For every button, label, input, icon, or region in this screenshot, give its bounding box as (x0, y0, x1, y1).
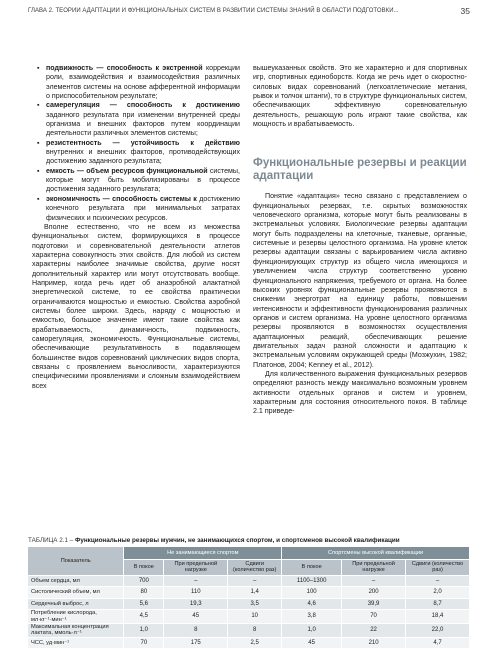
term: подвижность — способность к экстренной (46, 64, 203, 72)
table-cell: 110 (164, 587, 228, 599)
row-label: Потребление кислорода, мл·кг⁻¹·мин⁻¹ (28, 610, 124, 624)
page-number: 35 (460, 6, 470, 16)
left-column (32, 64, 240, 391)
table-cell: 4,5 (124, 610, 164, 624)
table-cell: 18,4 (406, 610, 470, 624)
table-cell: 5,6 (124, 598, 164, 610)
table-cell: – (342, 575, 406, 587)
table-cell: 3,5 (228, 598, 282, 610)
table-cell: 3,8 (282, 610, 342, 624)
table-cell: – (164, 575, 228, 587)
table-cell: 210 (342, 637, 406, 649)
table-cell: 70 (124, 637, 164, 649)
row-label: ЧСС, уд·мин⁻¹ (28, 637, 124, 649)
list-item (46, 139, 240, 167)
table-cell: 22 (342, 623, 406, 637)
table-cell: 4,7 (406, 637, 470, 649)
column-header: Сдвиги (количество раз) (228, 560, 282, 576)
right-column (253, 64, 467, 417)
column-header: При предельной нагрузке (342, 560, 406, 576)
list-item (46, 64, 240, 101)
table-row (28, 623, 470, 637)
table-cell: 200 (342, 587, 406, 599)
term-definition: заданного результата при изменении внутренней среды организма и внешних факторов путем координации деятельности различных элементов системы; (46, 110, 240, 138)
row-label: Систолический объем, мл (28, 587, 124, 599)
row-header: Показатель (28, 547, 124, 575)
table-cell: 4,6 (282, 598, 342, 610)
table-caption (28, 537, 470, 544)
column-header: При предельной нагрузке (164, 560, 228, 576)
table-cell: 1,0 (124, 623, 164, 637)
table-cell: 175 (164, 637, 228, 649)
row-label: Максимальная концентрация лактата, ммоль·л⁻¹ (28, 623, 124, 637)
table-cell: 8 (228, 623, 282, 637)
table-cell: 2,5 (228, 637, 282, 649)
list-item (46, 101, 240, 138)
list-item (46, 167, 240, 195)
data-table (28, 547, 470, 649)
table-row (28, 587, 470, 599)
table-cell: 45 (164, 610, 228, 624)
term: емкость — объем ресурсов функциональной (46, 166, 208, 175)
table-cell: 1,4 (228, 587, 282, 599)
term-definition: системы, которые могут быть мобилизированы в процессе достижения заданного результата; (46, 166, 240, 194)
table-cell: 1100–1300 (282, 575, 342, 587)
table-cell: – (228, 575, 282, 587)
row-label: Сердечный выброс, л (28, 598, 124, 610)
term: самерегуляция — способность к достижению (46, 101, 240, 110)
group-header: Спортсмены высокой квалификации (282, 547, 470, 560)
body-paragraph: вышеуказанных свойств. Это же характерно и для спортивных игр, спортивных единоборств. Когда же речь идет о скоростно-силовых видах соревнований (легкоатлетические метания, рывок и толчок штанги), то в структуре функциональных систем, обеспечивающих эффективную соревновательную деятельность, решающую роль играют такие свойства, как мощность и врабатываемость. (253, 64, 467, 129)
table-cell: 70 (342, 610, 406, 624)
column-header: В покое (282, 560, 342, 576)
table-row (28, 598, 470, 610)
table-cell: – (406, 575, 470, 587)
table-cell: 8,7 (406, 598, 470, 610)
table-number: ТАБЛИЦА 2.1 – (28, 537, 74, 544)
table-cell: 1,0 (282, 623, 342, 637)
body-paragraph: Для количественного выражения функциональных резервов определяют разность между максимально возможным уровнем активности отдельных органов и систем и уровнем, характерным для состояния относительного покоя. В таблице 2.1 приведе- (253, 369, 467, 416)
term: резистентность — устойчивость к действию (46, 138, 240, 147)
table-title: Функциональные резервы мужчин, не занимающихся спортом, и спортсменов высокой квалификации (75, 537, 400, 544)
table-cell: 700 (124, 575, 164, 587)
table-cell: 22,0 (406, 623, 470, 637)
table-cell: 80 (124, 587, 164, 599)
column-header: Сдвиги (количество раз) (406, 560, 470, 576)
group-header: Не занимающиеся спортом (124, 547, 282, 560)
table-cell: 45 (282, 637, 342, 649)
table-cell: 2,0 (406, 587, 470, 599)
term: экономичность — способность системы к (46, 194, 197, 203)
body-paragraph: Понятие «адаптация» тесно связано с представлением о функциональных резервах, т.е. скрытых возможностях человеческого организма, которые могут быть реализованы в экстремальных условиях. Биологические резервы адаптации могут быть подразделены на клеточные, тканевые, органные, системные и резервы целостного организма. На уровне клеток резервы адаптации связаны с варьированием числа активно функционирующих структур из общего числа имеющихся и увеличением числа структур соответственно уровню функционального напряжения, требуемого от органа. На более высоких уровнях функциональные резервы проявляются в снижении энерготрат на единицу работы, повышении интенсивности и эффективности функционирования различных органов и систем организма. На уровне целостного организма резервы проявляются в возможностях осуществления адаптационных реакций, обеспечивающих решение двигательных задач разной сложности и адаптацию к экстремальным условиям окружающей среды (Мозжухин, 1982; Платонов, 2004; Kenney et al., 2012). (253, 192, 467, 369)
list-item (46, 195, 240, 223)
chapter-title: ГЛАВА 2. ТЕОРИИ АДАПТАЦИИ И ФУНКЦИОНАЛЬНЫХ СИСТЕМ В РАЗВИТИИ СИСТЕМЫ ЗНАНИЙ В ОБЛАСТИ ПОДГОТОВКИ... (28, 8, 399, 14)
running-header (0, 0, 500, 24)
term-definition: достижению конечного результата при минимальных затратах физических и психических ресурсов. (46, 194, 240, 222)
body-paragraph: Вполне естественно, что не всем из множества функциональных систем, формирующихся в процессе подготовки и соревновательной деятельности атлетов характерна совокупность этих свойств. Для любой из систем характерны наиболее значимые свойства, другие носят дополнительный характер или могут отсутствовать вообще. Например, когда речь идет об анаэробной алактатной энергетической системе, то ее свойства практически ограничиваются мощностью и емкостью. Свойства аэробной системы более широки. Здесь, наряду с мощностью и емкостью, большое значение имеют такие свойства как врабатываемость, динамичность, подвижность, саморегуляция, экономичность. Функциональные системы, обеспечивающие результативность в подавляющем большинстве видов соревнований циклических видов спорта, связаны с проявлением выносливости, характеризуются специфическими проявлениями и сложным взаимодействием всех (32, 222, 240, 390)
term-definition: коррекции роли, взаимодействия и взаимосодействия различных элементов системы на основе афферентной информации о приспособительном результате; (46, 64, 240, 101)
row-label: Объем сердца, мл (28, 575, 124, 587)
column-header: В покое (124, 560, 164, 576)
table-block (28, 537, 470, 649)
properties-list (46, 64, 240, 223)
term-definition: внутренних и внешних факторов, противодействующих достижению заданного результата; (46, 148, 240, 166)
table-cell: 8 (164, 623, 228, 637)
table-cell: 19,3 (164, 598, 228, 610)
table-cell: 10 (228, 610, 282, 624)
table-cell: 100 (282, 587, 342, 599)
table-row (28, 610, 470, 624)
section-heading: Функциональные резервы и реакции адаптации (253, 157, 467, 182)
table-cell: 39,9 (342, 598, 406, 610)
table-row (28, 575, 470, 587)
